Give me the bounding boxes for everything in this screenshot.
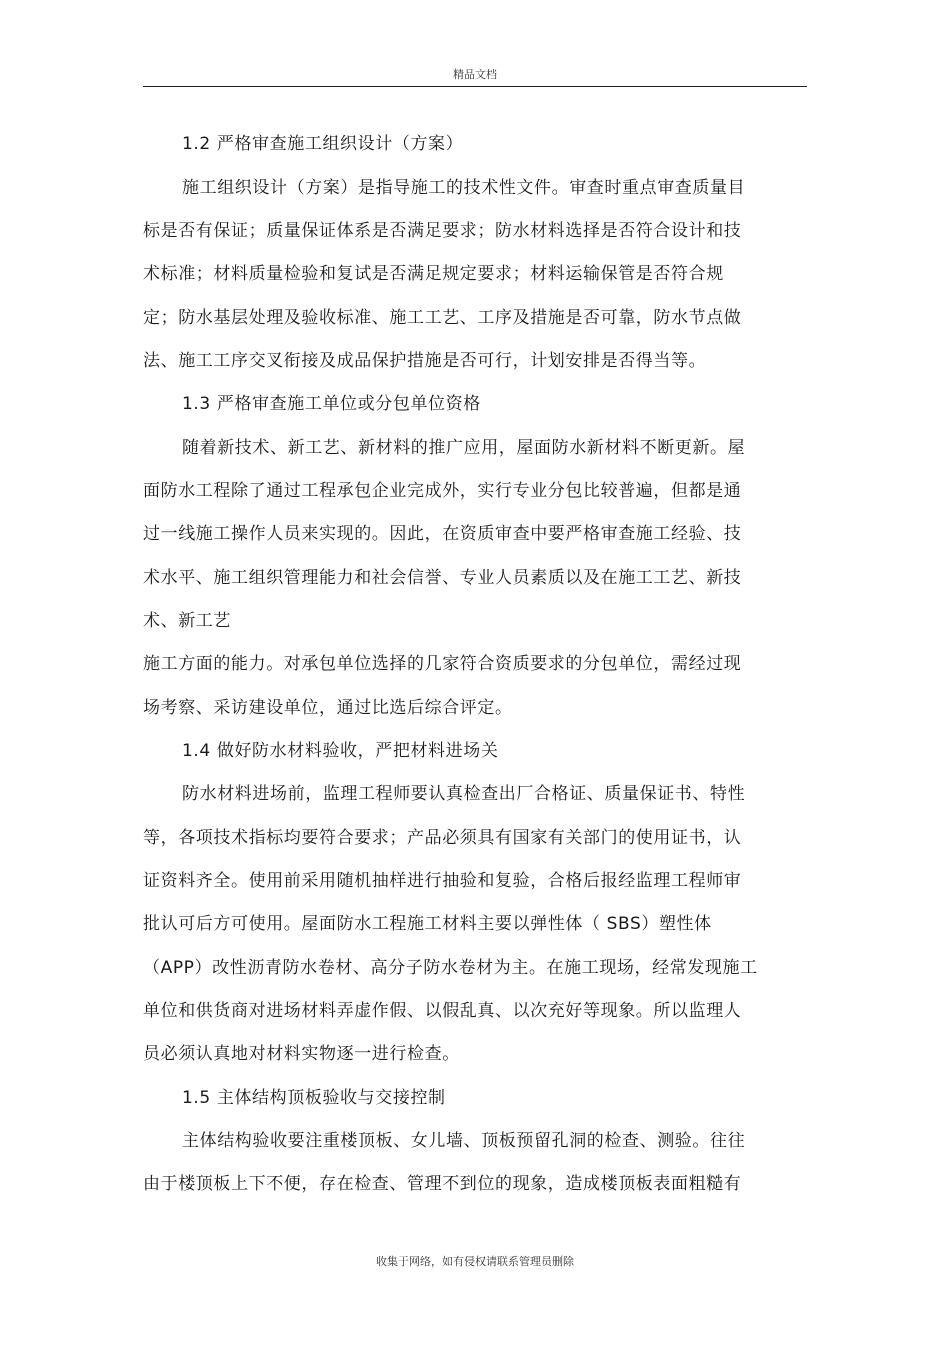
paragraph-line: 由于楼顶板上下不便，存在检查、管理不到位的现象，造成楼顶板表面粗糙有	[143, 1174, 742, 1194]
header-text: 精品文档	[453, 68, 497, 81]
paragraph-line: 证资料齐全。使用前采用随机抽样进行抽验和复验，合格后报经监理工程师审	[143, 871, 742, 891]
paragraph-line: 面防水工程除了通过工程承包企业完成外，实行专业分包比较普遍，但都是通	[143, 481, 742, 501]
paragraph-line: 等，各项技术指标均要符合要求；产品必须具有国家有关部门的使用证书，认	[143, 828, 742, 848]
paragraph-line: 标是否有保证；质量保证体系是否满足要求；防水材料选择是否符合设计和技	[143, 221, 742, 241]
section-heading: 1.3 严格审查施工单位或分包单位资格	[182, 394, 481, 414]
paragraph-line: 过一线施工操作人员来实现的。因此，在资质审查中要严格审查施工经验、技	[143, 524, 742, 544]
paragraph-line: 批认可后方可使用。屋面防水工程施工材料主要以弹性体（ SBS）塑性体	[143, 914, 712, 934]
paragraph-line: 主体结构验收要注重楼顶板、女儿墙、顶板预留孔洞的检查、测验。往往	[182, 1131, 746, 1151]
paragraph-line: 随着新技术、新工艺、新材料的推广应用，屋面防水新材料不断更新。屋	[182, 438, 746, 458]
paragraph-line: 术水平、施工组织管理能力和社会信誉、专业人员素质以及在施工工艺、新技	[143, 568, 742, 588]
paragraph-line: 法、施工工序交叉衔接及成品保护措施是否可行，计划安排是否得当等。	[143, 351, 707, 371]
paragraph-line: 单位和供货商对进场材料弄虚作假、以假乱真、以次充好等现象。所以监理人	[143, 1001, 742, 1021]
section-heading: 1.5 主体结构顶板验收与交接控制	[182, 1088, 446, 1108]
paragraph-line: （APP）改性沥青防水卷材、高分子防水卷材为主。在施工现场，经常发现施工	[143, 958, 758, 978]
paragraph-line: 员必须认真地对材料实物逐一进行检查。	[143, 1044, 460, 1064]
page-footer: 收集于网络，如有侵权请联系管理员删除	[376, 1255, 574, 1268]
paragraph-line: 术、新工艺	[143, 611, 231, 631]
paragraph-line: 术标准；材料质量检验和复试是否满足规定要求；材料运输保管是否符合规	[143, 264, 724, 284]
paragraph-line: 场考察、采访建设单位，通过比选后综合评定。	[143, 698, 513, 718]
paragraph-line: 防水材料进场前，监理工程师要认真检查出厂合格证、质量保证书、特性	[182, 784, 746, 804]
paragraph-line: 施工组织设计（方案）是指导施工的技术性文件。审查时重点审查质量目	[182, 178, 746, 198]
paragraph-line: 定；防水基层处理及验收标准、施工工艺、工序及措施是否可靠，防水节点做	[143, 308, 742, 328]
paragraph-line: 施工方面的能力。对承包单位选择的几家符合资质要求的分包单位，需经过现	[143, 654, 742, 674]
section-heading: 1.2 严格审查施工组织设计（方案）	[182, 134, 464, 154]
section-heading: 1.4 做好防水材料验收，严把材料进场关	[182, 741, 499, 761]
